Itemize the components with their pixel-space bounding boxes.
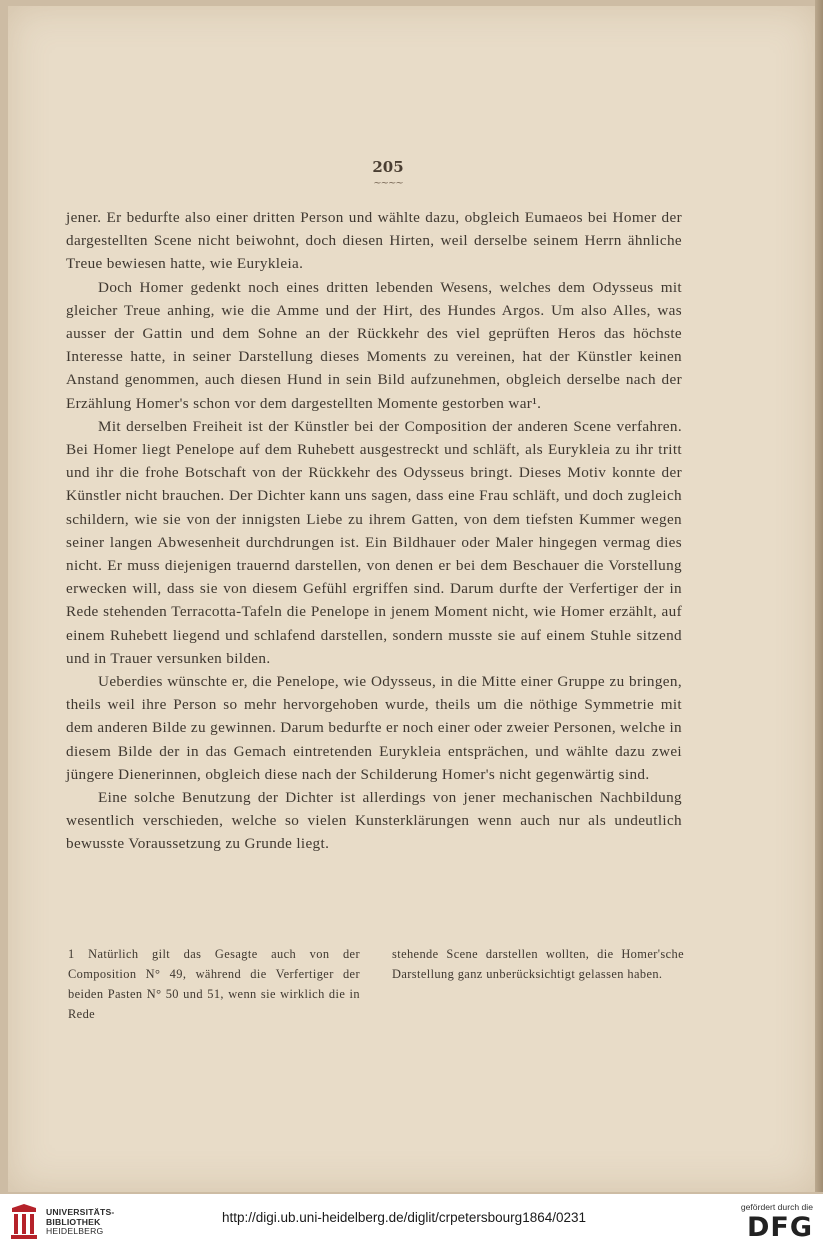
footnote-right-column: stehende Scene darstellen wollten, die Homer'sche Darstellung ganz unberücksichtigt gelassen haben. [392, 947, 684, 981]
footnotes [68, 944, 684, 1024]
permalink-url[interactable]: http://digi.ub.uni-heidelberg.de/diglit/crpetersbourg1864/0231 [222, 1210, 587, 1225]
paragraph-2: Doch Homer gedenkt noch eines dritten lebenden Wesens, welches dem Odysseus mit gleicher Treue anhing, wie die Amme und der Hirt, des Hundes Argos. Um also Alles, was ausser der Gattin und dem Sohne an der Rückkehr des viel geprüften Heros das höchste Interesse hatte, in seiner Darstellung dieses Moments zu vereinen, hat der Künstler keinen Anstand genommen, auch diesen Hund in sein Bild aufzunehmen, obgleich derselbe nach der Erzählung Homer's schon vor dem dargestellten Momente gestorben war¹. [66, 278, 682, 412]
library-name-line-1: UNIVERSITÄTS- [46, 1207, 115, 1217]
page-number-ornament: ~~~~ [373, 178, 403, 189]
funding-note: gefördert durch die [740, 1202, 813, 1212]
dfg-logo-text: DFG [746, 1212, 813, 1243]
scanned-page [8, 6, 817, 1192]
paragraph-3: Mit derselben Freiheit ist der Künstler bei der Composition der anderen Scene verfahren. Bei Homer liegt Penelope auf dem Ruhebett ausgestreckt und schläft, als Eurykleia zu ihr tritt und ihr die frohe Botschaft von der Rückkehr des Odysseus bringt. Dieses Motiv konnte der Künstler nicht brauchen. Der Dichter kann uns sagen, dass eine Frau schläft, und doch zugleich schildern, wie sie von der innigsten Liebe zu ihrem Gatten, von dem tiefsten Kummer wegen seiner langen Abwesenheit durchdrungen ist. Ein Bildhauer oder Maler hingegen vermag dies nicht. Er muss diejenigen trauernd darstellen, von denen er bei dem Beschauer die Vorstellung erwecken will, dass sie von diesem Gefühl ergriffen sind. Darum durfte der Verfertiger der in Rede stehenden Terracotta-Tafeln die Penelope in jenem Moment nicht, wie Homer erzählt, auf einem Ruhebett liegend und schlafend darstellen, sondern musste sie auf einem Stuhle sitzend und in Trauer versunken bilden. [66, 417, 682, 667]
footnote-left-column: 1 Natürlich gilt das Gesagte auch von der Composition N° 49, während die Verfertiger der beiden Pasten N° 50 und 51, wenn sie wirklich die in Rede [68, 947, 360, 1021]
scan-edge [815, 0, 823, 1192]
body-text [66, 206, 682, 856]
page-number: 205 [372, 158, 404, 176]
library-name[interactable] [46, 1208, 115, 1237]
paragraph-5: Eine solche Benutzung der Dichter ist allerdings von jener mechanischen Nachbildung wesentlich verschieden, welche so vielen Kunsterklärungen wenn auch nur als undeutlich bewusste Voraussetzung zu Grunde liegt. [66, 789, 682, 853]
dfg-funding-logo[interactable] [729, 1202, 813, 1242]
paragraph-1: jener. Er bedurfte also einer dritten Person und wählte dazu, obgleich Eumaeos bei Homer der dargestellten Scene nicht beiwohnt, doch diesen Hirten, weil derselbe seinem Herrn ähnliche Treue bewiesen hatte, wie Eurykleia. [66, 209, 682, 273]
paragraph-4: Ueberdies wünschte er, die Penelope, wie Odysseus, in die Mitte einer Gruppe zu bringen, theils weil ihre Person so mehr hervorgehoben wurde, theils um die nöthige Symmetrie mit dem anderen Bilde zu gewinnen. Darum bedurfte er noch einer oder zweier Personen, welche in diesem Bilde der in das Gemach eintretenden Eurykleia entsprächen, und wählte dazu zwei jüngere Dienerinnen, obgleich diese nach der Schilderung Homer's nicht gegenwärtig sind. [66, 673, 682, 783]
library-logo-icon[interactable] [8, 1202, 40, 1242]
footer-bar [0, 1194, 823, 1254]
library-name-line-3: HEIDELBERG [46, 1226, 104, 1236]
library-name-line-2: BIBLIOTHEK [46, 1216, 101, 1227]
